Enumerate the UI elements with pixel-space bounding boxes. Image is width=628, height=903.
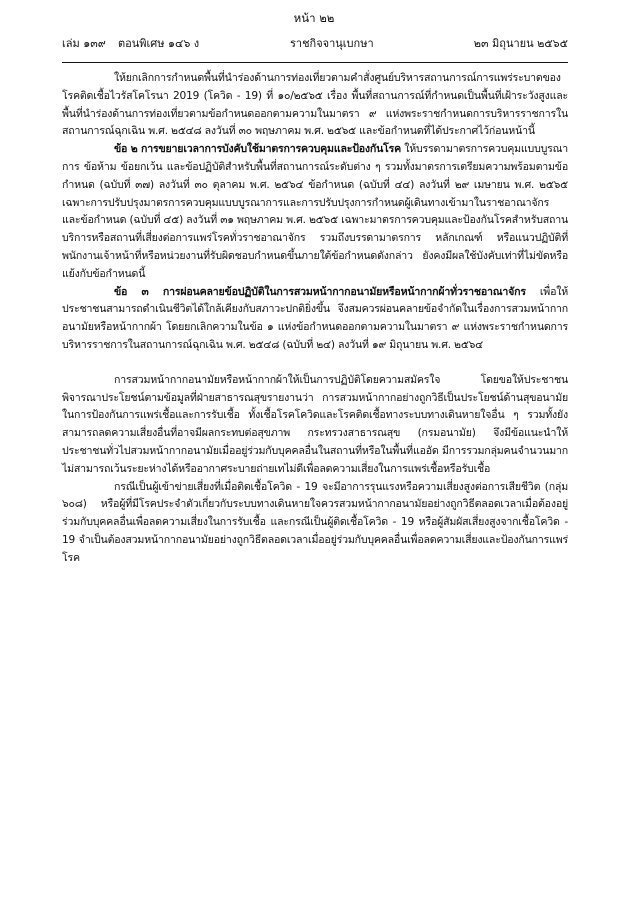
- paragraph-cancel-pilot-areas: [62, 70, 568, 141]
- paragraph-mask-voluntary: [62, 372, 568, 479]
- paragraph-clause-3: [62, 284, 568, 355]
- paragraph-text: ให้ยกเลิกการกำหนดพื้นที่นำร่องด้านการท่องเที่ยวตามคำสั่งศูนย์บริหารสถานการณ์การแพร่ระบาดของโรคติดเชื้อไวรัสโคโรนา 2019 (โควิด - 19) ที่ ๑๐/๒๕๖๕ เรื่อง พื้นที่สถานการณ์ที่กำหนดเป็นพื้นที่เฝ้าระวังสูงและพื้นที่นำร่องด้านการท่องเที่ยวตามข้อกำหนดออกตามความในมาตรา ๙ แห่งพระราชกำหนดการบริหารราชการในสถานการณ์ฉุกเฉิน พ.ศ. ๒๕๔๘ ลงวันที่ ๓๐ พฤษภาคม พ.ศ. ๒๕๖๕ และข้อกำหนดที่ได้ประกาศไว้ก่อนหน้านี้: [62, 72, 568, 138]
- clause-3-text: เพื่อให้ประชาชนสามารถดำเนินชีวิตได้ใกล้เคียงกับสภาวะปกติยิ่งขึ้น จึงสมควรผ่อนคลายข้อจำกัดในเรื่องการสวมหน้ากากอนามัยหรือหน้ากากผ้า โดยยกเลิกความในข้อ ๑ แห่งข้อกำหนดออกตามความในมาตรา ๙ แห่งพระราชกำหนดการบริหารราชการในสถานการณ์ฉุกเฉิน พ.ศ. ๒๕๔๘ (ฉบับที่ ๒๔) ลงวันที่ ๑๙ มิถุนายน พ.ศ. ๒๕๖๔: [62, 285, 568, 351]
- header-publication: ราชกิจจานุเบกษา: [290, 37, 374, 50]
- clause-2-text: ให้บรรดามาตรการควบคุมแบบบูรณาการ ข้อห้าม ข้อยกเว้น และข้อปฏิบัติสำหรับพื้นที่สถานการณ์ระดับต่าง ๆ รวมทั้งมาตรการเตรียมความพร้อมตามข้อกำหนด (ฉบับที่ ๓๗) ลงวันที่ ๓๐ ตุลาคม พ.ศ. ๒๕๖๔ ข้อกำหนด (ฉบับที่ ๔๔) ลงวันที่ ๒๙ เมษายน พ.ศ. ๒๕๖๕ เฉพาะการปรับปรุงมาตรการควบคุมแบบบูรณาการและการปรับปรุงการกำหนดผู้เดินทางเข้ามาในราชอาณาจักร และข้อกำหนด (ฉบับที่ ๔๕) ลงวันที่ ๓๑ พฤษภาคม พ.ศ. ๒๕๖๕ เฉพาะมาตรการควบคุมและป้องกันโรคสำหรับสถานบริการหรือสถานที่เสี่ยงต่อการแพร่โรคทั่วราชอาณาจักร รวมถึงบรรดามาตรการ หลักเกณฑ์ หรือแนวปฏิบัติที่พนักงานเจ้าหน้าที่หรือหน่วยงานที่รับผิดชอบกำหนดขึ้นภายใต้ข้อกำหนดดังกล่าว ยังคงมีผลใช้บังคับเท่าที่ไม่ขัดหรือแย้งกับข้อกำหนดนี้: [62, 143, 568, 280]
- paragraph-gap: [62, 355, 568, 372]
- header-section: ตอนพิเศษ ๑๔๖ ง: [118, 37, 200, 50]
- paragraph-risk-groups: [62, 479, 568, 568]
- header-divider: [62, 62, 568, 63]
- paragraph-clause-2: [62, 141, 568, 283]
- gazette-header: [62, 35, 568, 53]
- header-volume: เล่ม ๑๓๙: [62, 37, 106, 50]
- page-number: หน้า ๒๒: [293, 11, 335, 25]
- paragraph-text: กรณีเป็นผู้เข้าข่ายเสี่ยงที่เมื่อติดเชื้อโควิด - 19 จะมีอาการรุนแรงหรือความเสี่ยงสูงต่อการเสียชีวิต (กลุ่ม ๖๐๘) หรือผู้ที่มีโรคประจำตัวเกี่ยวกับระบบทางเดินหายใจควรสวมหน้ากากอนามัยอย่างถูกวิธีตลอดเวลาเมื่อต้องอยู่ร่วมกับบุคคลอื่นเพื่อลดความเสี่ยงในการรับเชื้อ และกรณีเป็นผู้ติดเชื้อโควิด - 19 หรือผู้สัมผัสเสี่ยงสูงจากเชื้อโควิด - 19 จำเป็นต้องสวมหน้ากากอนามัยอย่างถูกวิธีตลอดเวลาเมื่ออยู่ร่วมกับบุคคลอื่นเพื่อลดความเสี่ยงและป้องกันการแพร่โรค: [62, 480, 568, 564]
- header-date: ๒๓ มิถุนายน ๒๕๖๕: [473, 37, 568, 50]
- paragraph-text: การสวมหน้ากากอนามัยหรือหน้ากากผ้าให้เป็นการปฏิบัติโดยความสมัครใจ โดยขอให้ประชาชนพิจารณาประโยชน์ตามข้อมูลที่ฝ่ายสาธารณสุขรายงานว่า การสวมหน้ากากอย่างถูกวิธีเป็นประโยชน์ด้านสุขอนามัยในการป้องกันการแพร่เชื้อและการรับเชื้อ ทั้งเชื้อโรคโควิดและโรคติดเชื้อทางระบบทางเดินหายใจอื่น ๆ รวมทั้งยังสามารถลดความเสี่ยงอื่นที่อาจมีผลกระทบต่อสุขภาพ กระทรวงสาธารณสุข (กรมอนามัย) จึงมีข้อแนะนำให้ประชาชนทั่วไปสวมหน้ากากอนามัยเมื่ออยู่ร่วมกับบุคคลอื่นในสถานที่หรือในพื้นที่แออัด มีการรวมกลุ่มคนจำนวนมาก ไม่สามารถเว้นระยะห่างได้หรืออากาศระบายถ่ายเทไม่ดีเพื่อลดความเสี่ยงในการแพร่เชื้อหรือรับเชื้อ: [62, 373, 568, 475]
- document-body: [62, 70, 568, 568]
- clause-3-heading: ข้อ ๓ การผ่อนคลายข้อปฏิบัติในการสวมหน้ากากอนามัยหรือหน้ากากผ้าทั่วราชอาณาจักร: [114, 285, 526, 298]
- clause-2-heading: ข้อ ๒ การขยายเวลาการบังคับใช้มาตรการควบคุมและป้องกันโรค: [114, 143, 402, 156]
